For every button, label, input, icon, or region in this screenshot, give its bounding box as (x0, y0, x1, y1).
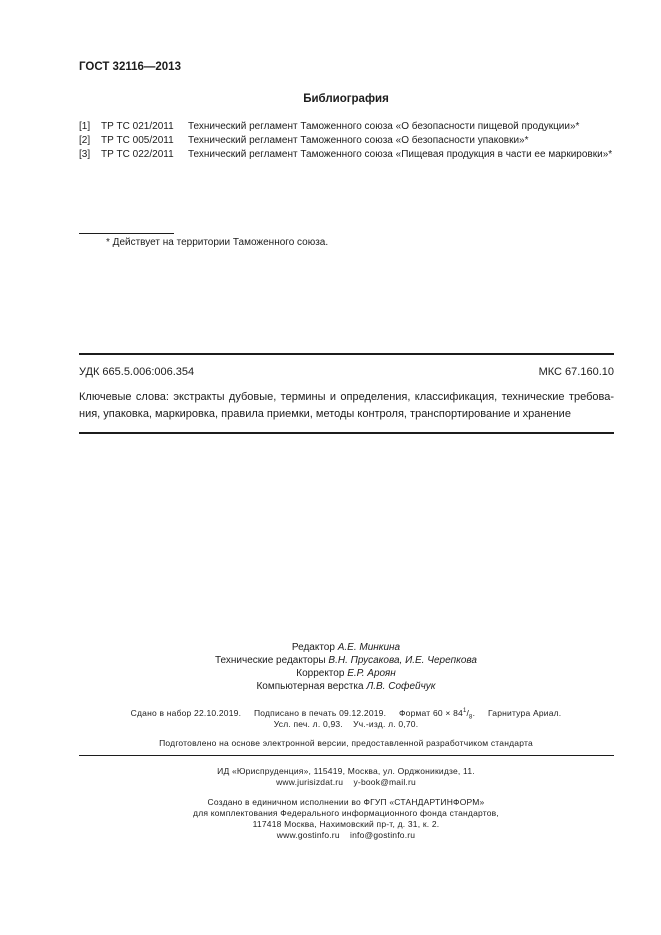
imprint-format: Формат $60 \times 84^1/_8$. (398, 708, 476, 721)
entry-code: ТР ТС 022/2011 (101, 149, 174, 160)
classification-bottom-rule (79, 432, 614, 434)
layout-name: Л.В. Софейчук (366, 681, 436, 692)
layout-role: Компьютерная верстка (256, 681, 364, 692)
entry-code: ТР ТС 021/2011 (101, 121, 174, 132)
keywords (79, 389, 614, 423)
credit-tech-editors (0, 655, 661, 666)
printer-line-1: Создано в единичном исполнении во ФГУП «СТАНДАРТИНФОРМ» (207, 797, 485, 807)
publisher-address: ИД «Юриспруденция», 115419, Москва, ул. Орджоникидзе, 11. (217, 766, 475, 776)
bibliography-title: Библиография (303, 93, 389, 105)
imprint-print-date: Подписано в печать 09.12.2019. (253, 708, 387, 718)
entry-description: Технический регламент Таможенного союза «О безопасности упаковки»* (188, 135, 529, 146)
keywords-line-2: ния, упаковка, маркировка, правила приемки, методы контроля, транспортирование и хранение (79, 408, 571, 420)
classification-top-rule (79, 353, 614, 355)
editor-role: Редактор (291, 642, 335, 653)
footnote: * Действует на территории Таможенного союза. (106, 237, 329, 248)
keywords-line-1: Ключевые слова: экстракты дубовые, термины и определения, классификация, технические требова- (79, 391, 614, 403)
entry-number: [3] (79, 149, 91, 160)
publisher-contacts: www.jurisizdat.ru y-book@mail.ru (276, 777, 416, 787)
credit-corrector (0, 668, 661, 679)
entry-number: [2] (79, 135, 91, 146)
credit-layout (0, 681, 661, 692)
footnote-divider (79, 233, 174, 234)
corrector-role: Корректор (296, 668, 345, 679)
tech-names: В.Н. Прусакова, И.Е. Черепкова (328, 655, 477, 666)
udk-code: УДК 665.5.006:006.354 (79, 366, 195, 378)
standard-code: ГОСТ 32116—2013 (79, 61, 181, 73)
credit-editor (0, 642, 661, 653)
entry-code: ТР ТС 005/2011 (101, 135, 174, 146)
entry-description: Технический регламент Таможенного союза «О безопасности пищевой продукции»* (188, 121, 580, 132)
entry-description: Технический регламент Таможенного союза «Пищевая продукция в части ее маркировки»* (188, 149, 613, 160)
editor-name: А.Е. Минкина (337, 642, 401, 653)
imprint-typeface: Гарнитура Ариал. (487, 708, 562, 718)
imprint-line-2: Усл. печ. л. 0,93. Уч.-изд. л. 0,70. (273, 719, 419, 729)
imprint-divider (79, 755, 614, 756)
imprint-typeset-date: Сдано в набор 22.10.2019. (130, 708, 242, 718)
imprint-prepared: Подготовлено на основе электронной версии, предоставленной разработчиком стандарта (159, 738, 533, 748)
printer-line-2: для комплектования Федерального информационного фонда стандартов, (193, 808, 499, 818)
mks-code: МКС 67.160.10 (538, 366, 614, 378)
corrector-name: Е.Р. Ароян (347, 668, 396, 679)
tech-role: Технические редакторы (214, 655, 326, 666)
printer-line-3: 117418 Москва, Нахимовский пр-т, д. 31, к. 2. (252, 819, 440, 829)
printer-contacts: www.gostinfo.ru info@gostinfo.ru (276, 830, 416, 840)
entry-number: [1] (79, 121, 91, 132)
